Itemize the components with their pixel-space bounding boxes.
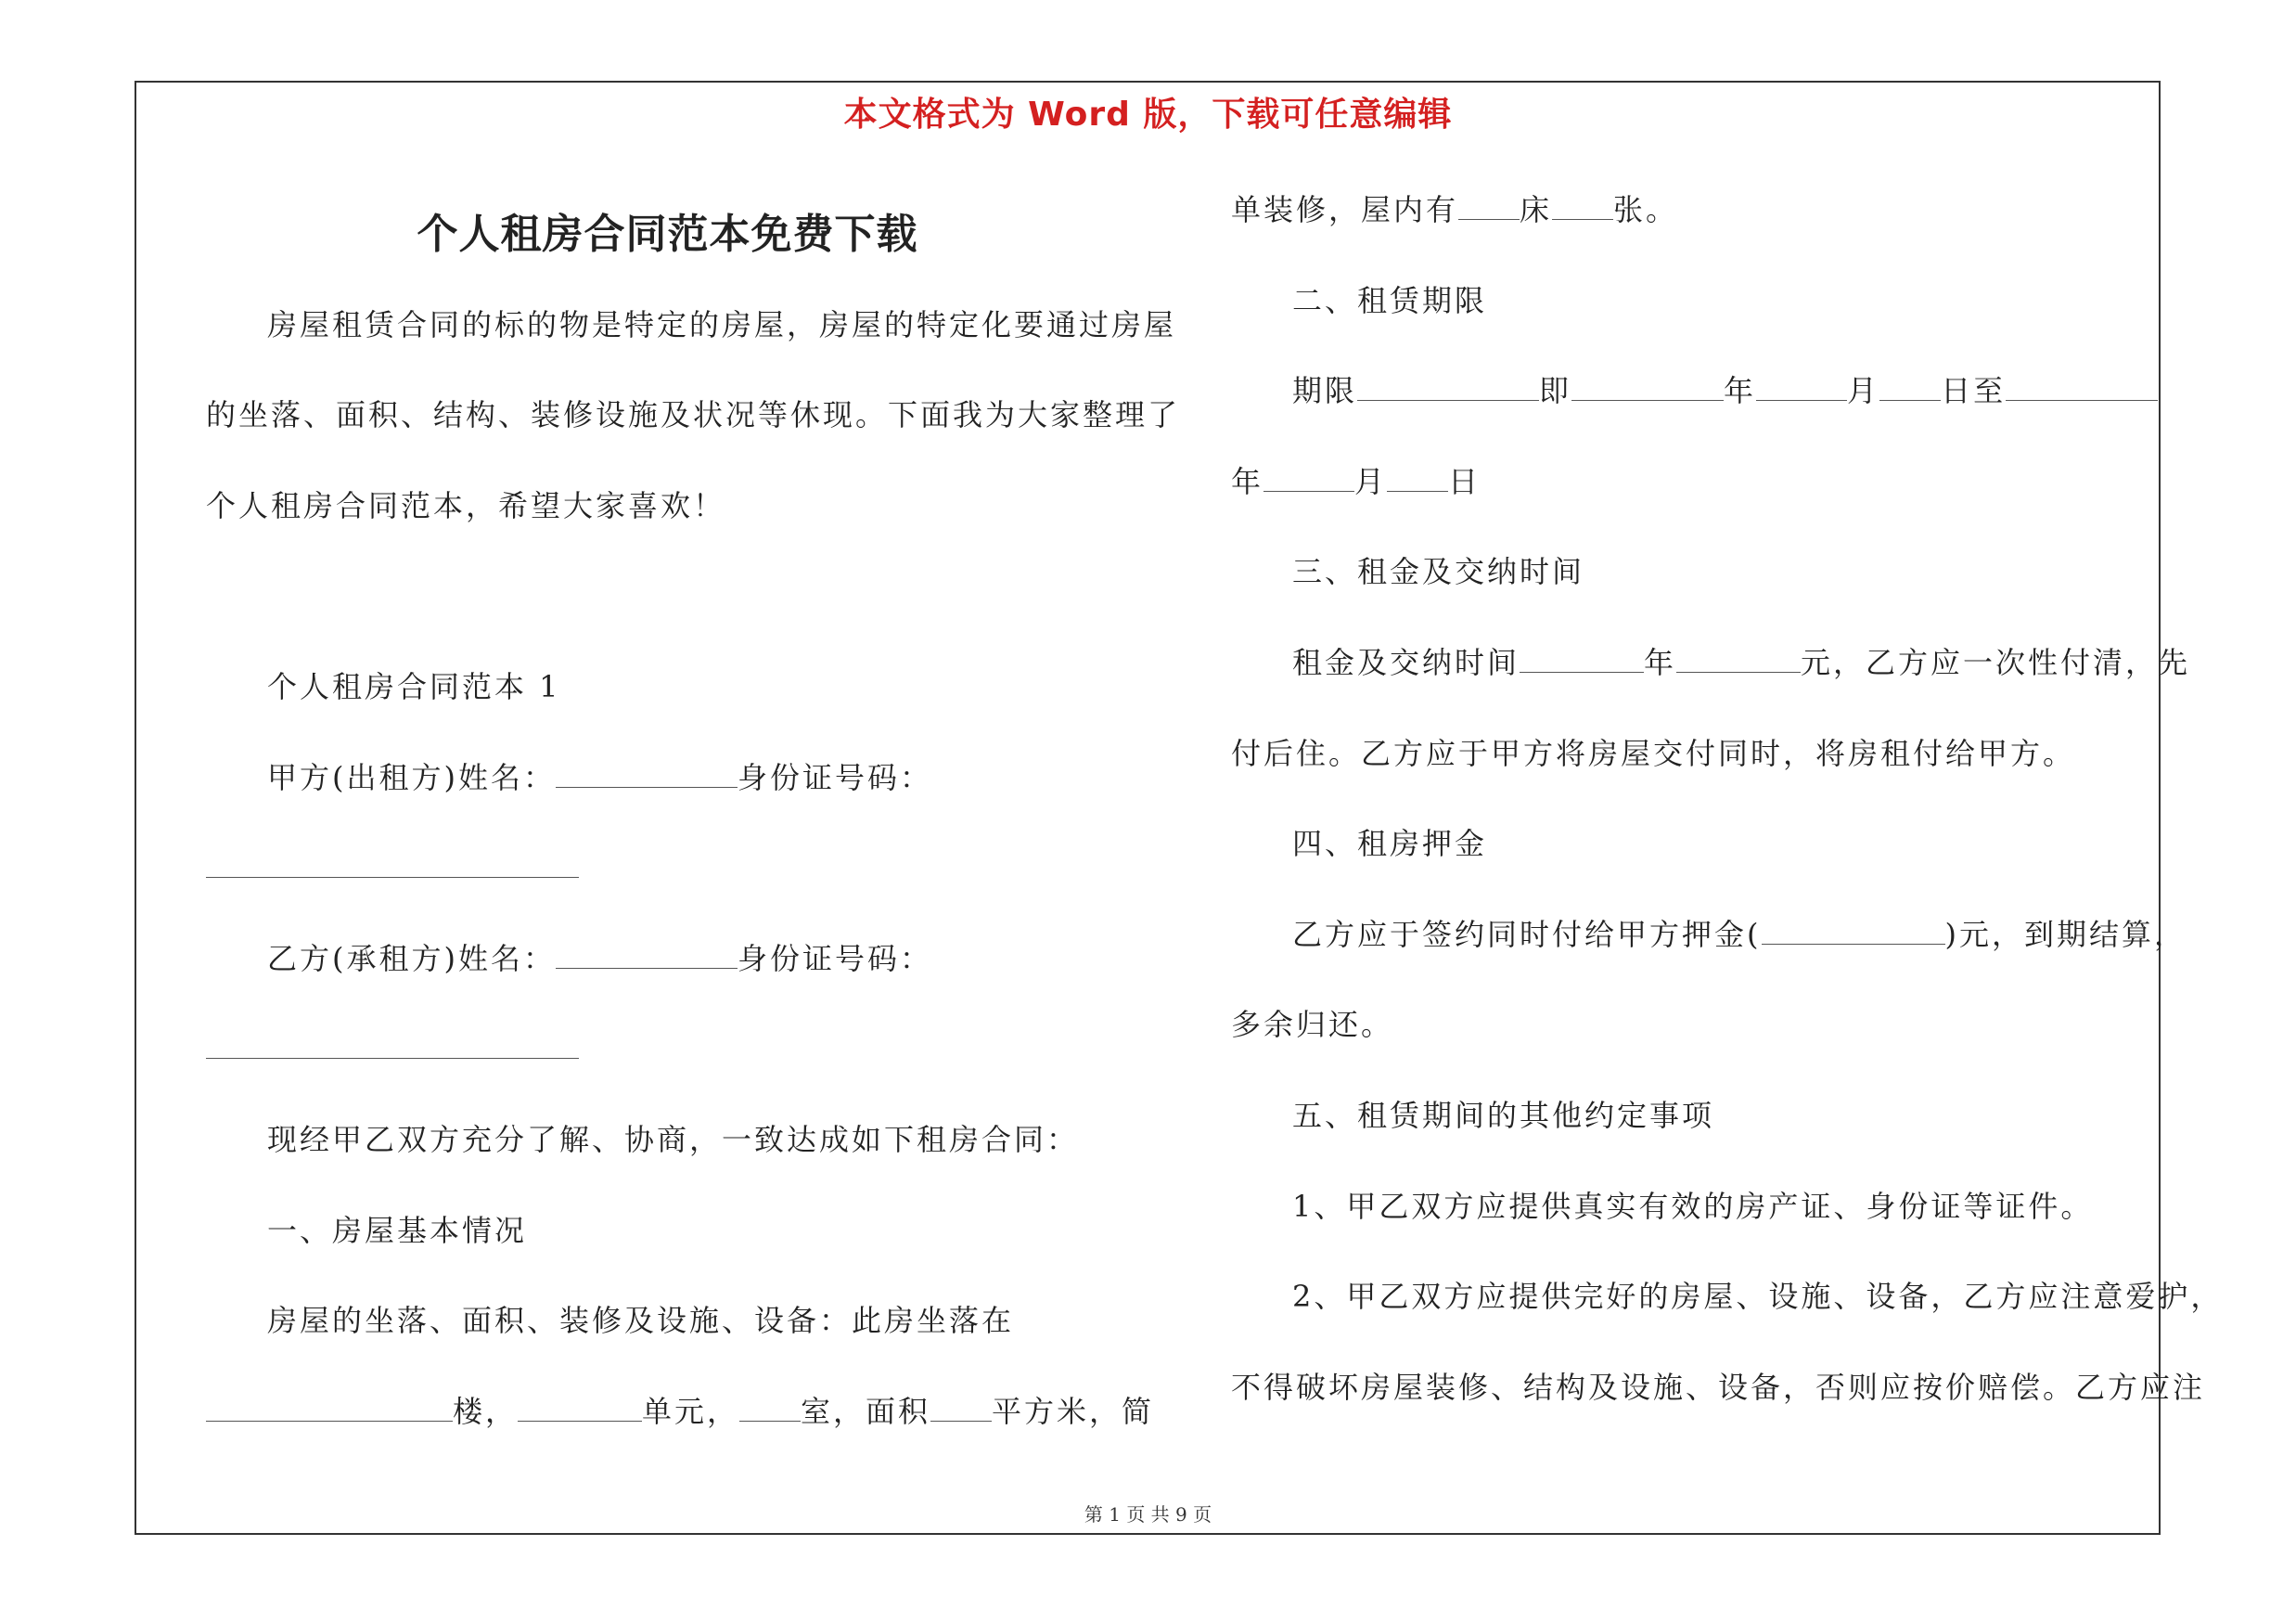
bed-count-blank [1458, 195, 1520, 220]
party-b-label: 乙方(承租方)姓名： [267, 940, 556, 976]
deposit-label: 乙方应于签约同时付给甲方押金( [1292, 916, 1762, 952]
building-label: 楼， [453, 1393, 519, 1429]
start-year-label: 年 [1724, 373, 1757, 409]
start-month-label: 月 [1847, 373, 1880, 409]
sample-heading: 个人租房合同范本 1 [267, 668, 561, 704]
term-label: 期限 [1292, 373, 1358, 409]
start-day-label: 日至 [1941, 373, 2007, 409]
end-year-label: 年 [1231, 463, 1264, 499]
deposit-end-label: )元，到期结算， [1944, 916, 2187, 952]
rent-year-label: 年 [1644, 644, 1677, 680]
start-month-blank [1756, 376, 1847, 401]
end-month-label: 月 [1354, 463, 1388, 499]
decor-end-label: 张。 [1613, 192, 1679, 227]
location-details-line [206, 1367, 1155, 1458]
party-a-line [206, 733, 1129, 824]
term-end-line [1231, 437, 2163, 528]
area-label: 平方米，简 [992, 1393, 1155, 1429]
party-a-id-label: 身份证号码： [737, 759, 932, 795]
party-b-id-label: 身份证号码： [737, 940, 932, 976]
end-day-blank [1387, 467, 1448, 492]
deposit-blank [1762, 920, 1945, 945]
room-label: 室，面积 [801, 1393, 931, 1429]
section-5-heading: 五、租赁期间的其他约定事项 [1292, 1097, 1715, 1133]
end-day-label: 日 [1448, 463, 1481, 499]
left-column [206, 189, 1181, 1457]
decor-line [1231, 165, 2163, 256]
term-blank [1357, 376, 1539, 401]
location-line: 房屋的坐落、面积、装修及设施、设备：此房坐落在 [267, 1303, 1015, 1339]
rent-label: 租金及交纳时间 [1292, 644, 1520, 680]
agreement-line: 现经甲乙双方充分了解、协商，一致达成如下租房合同： [267, 1121, 1080, 1157]
rent-line [1231, 618, 2191, 709]
building-blank [206, 1397, 453, 1422]
room-blank [739, 1397, 801, 1422]
term-ji-label: 即 [1539, 373, 1572, 409]
start-day-blank [1879, 376, 1941, 401]
document-title: 个人租房合同范本免费下载 [417, 211, 918, 258]
bed-label: 床 [1520, 192, 1553, 227]
item-2-line-2: 不得破坏房屋装修、结构及设施、设备，否则应按价赔偿。乙方应注 [1231, 1369, 2206, 1405]
end-year-blank [2006, 376, 2158, 401]
section-4-heading: 四、租房押金 [1292, 826, 1488, 862]
party-b-id-blank [206, 1034, 579, 1059]
rent-line-2: 付后住。乙方应于甲方将房屋交付同时，将房租付给甲方。 [1231, 735, 2076, 771]
section-2-heading: 二、租赁期限 [1292, 282, 1488, 318]
intro-line-2: 的坐落、面积、结构、装修设施及状况等休现。下面我为大家整理了 [206, 397, 1181, 433]
bed-qty-blank [1552, 195, 1613, 220]
item-2-line-1: 2、甲乙双方应提供完好的房屋、设施、设备，乙方应注意爱护， [1292, 1279, 2224, 1315]
party-a-label: 甲方(出租方)姓名： [267, 759, 556, 795]
deposit-line [1231, 890, 2187, 981]
decor-label: 单装修，屋内有 [1231, 192, 1459, 227]
intro-line-3: 个人租房合同范本，希望大家喜欢！ [206, 487, 726, 523]
unit-blank [518, 1397, 642, 1422]
rent-amount-blank [1676, 648, 1801, 673]
term-line [1231, 346, 2163, 437]
page-number: 第 1 页 共 9 页 [1084, 1503, 1212, 1526]
party-a-id-line [206, 823, 1129, 914]
start-year-blank [1571, 376, 1724, 401]
area-blank [930, 1397, 992, 1422]
section-1-heading: 一、房屋基本情况 [267, 1212, 528, 1248]
party-b-line [206, 914, 1129, 1005]
rent-amount-label: 元，乙方应一次性付清，先 [1801, 644, 2191, 680]
right-column [1231, 165, 2224, 1433]
item-1: 1、甲乙双方应提供真实有效的房产证、身份证等证件。 [1292, 1188, 2094, 1224]
spacer [206, 551, 1129, 642]
edit-notice-banner: 本文格式为 Word 版，下载可任意编辑 [843, 96, 1453, 134]
party-b-id-line [206, 1004, 1129, 1095]
section-3-heading: 三、租金及交纳时间 [1292, 554, 1585, 590]
end-month-blank [1263, 467, 1354, 492]
rent-year-blank [1520, 648, 1644, 673]
intro-line-1: 房屋租赁合同的标的物是特定的房屋，房屋的特定化要通过房屋 [267, 306, 1177, 342]
party-a-id-blank [206, 853, 579, 878]
unit-label: 单元， [642, 1393, 740, 1429]
party-b-name-blank [556, 944, 738, 969]
party-a-name-blank [556, 763, 738, 788]
deposit-line-2: 多余归还。 [1231, 1007, 1394, 1043]
